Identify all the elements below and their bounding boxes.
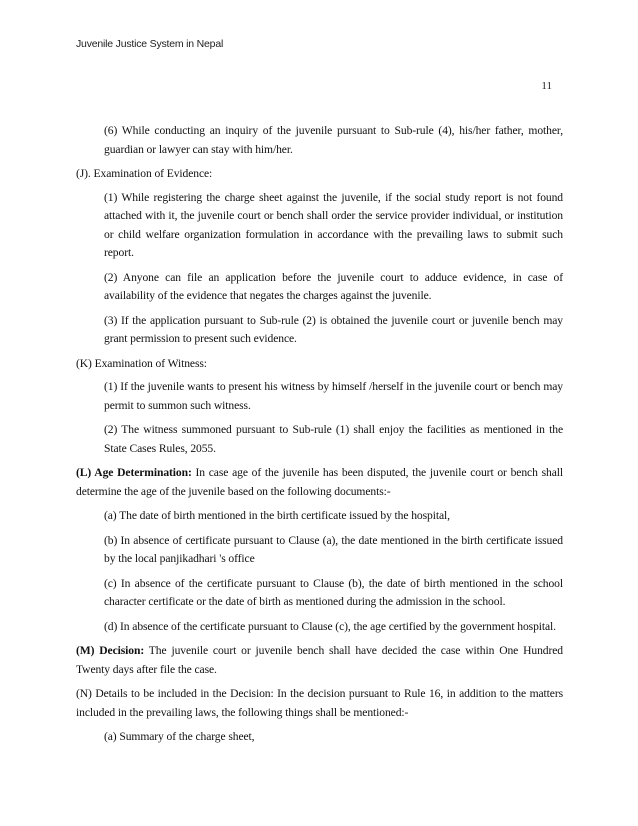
section-k-heading: (K) Examination of Witness: [76,356,207,370]
clause-6-inquiry: (6) While conducting an inquiry of the juvenile pursuant to Sub-rule (4), his/her father, mother, guardian or lawyer can stay with him/her. [104,124,563,156]
clause-n-a: (a) Summary of the charge sheet, [104,730,255,743]
page-number: 11 [541,80,552,92]
section-m-heading: (M) Decision: [76,644,145,657]
section-m-paragraph [76,642,563,679]
clause-l-d: (d) In absence of the certificate pursuant to Clause (c), the age certified by the government hospital. [104,619,556,633]
clause-l-b: (b) In absence of certificate pursuant to Clause (a), the date mentioned in the birth certificate issued by the local panjikadhari 's office [104,533,563,565]
section-j-heading: (J). Examination of Evidence: [76,167,213,180]
clause-k-2: (2) The witness summoned pursuant to Sub-rule (1) shall enjoy the facilities as mentioned in the State Cases Rules, 2055. [104,423,563,455]
section-l-paragraph [76,464,563,501]
clause-l-a: (a) The date of birth mentioned in the birth certificate issued by the hospital, [104,509,450,522]
section-l-heading: (L) Age Determination: [76,466,192,479]
section-m-text: The juvenile court or juvenile bench shall have decided the case within One Hundred Twenty days after file the case. [76,644,563,676]
running-header: Juvenile Justice System in Nepal [76,38,224,50]
clause-j-2: (2) Anyone can file an application before the juvenile court to adduce evidence, in case of availability of the evidence that negates the charges against the juvenile. [104,270,563,302]
document-body [76,122,563,753]
section-n-paragraph: (N) Details to be included in the Decision: In the decision pursuant to Rule 16, in addition to the matters included in the prevailing laws, the following things shall be mentioned:- [76,687,563,719]
clause-j-1: (1) While registering the charge sheet against the juvenile, if the social study report is not found attached with it, the juvenile court or bench shall order the service provider individual, or institution or child welfare organization formulation in accordance with the prevailing laws to submit such report. [104,190,563,259]
section-l-text: In case age of the juvenile has been disputed, the juvenile court or bench shall determine the age of the juvenile based on the following documents:- [76,466,563,498]
clause-k-1: (1) If the juvenile wants to present his witness by himself /herself in the juvenile court or bench may permit to summon such witness. [104,380,563,412]
clause-j-3: (3) If the application pursuant to Sub-rule (2) is obtained the juvenile court or juvenile bench may grant permission to present such evidence. [104,313,563,345]
clause-l-c: (c) In absence of the certificate pursuant to Clause (b), the date of birth mentioned in the school character certificate or the date of birth as mentioned during the admission in the school. [104,576,563,608]
